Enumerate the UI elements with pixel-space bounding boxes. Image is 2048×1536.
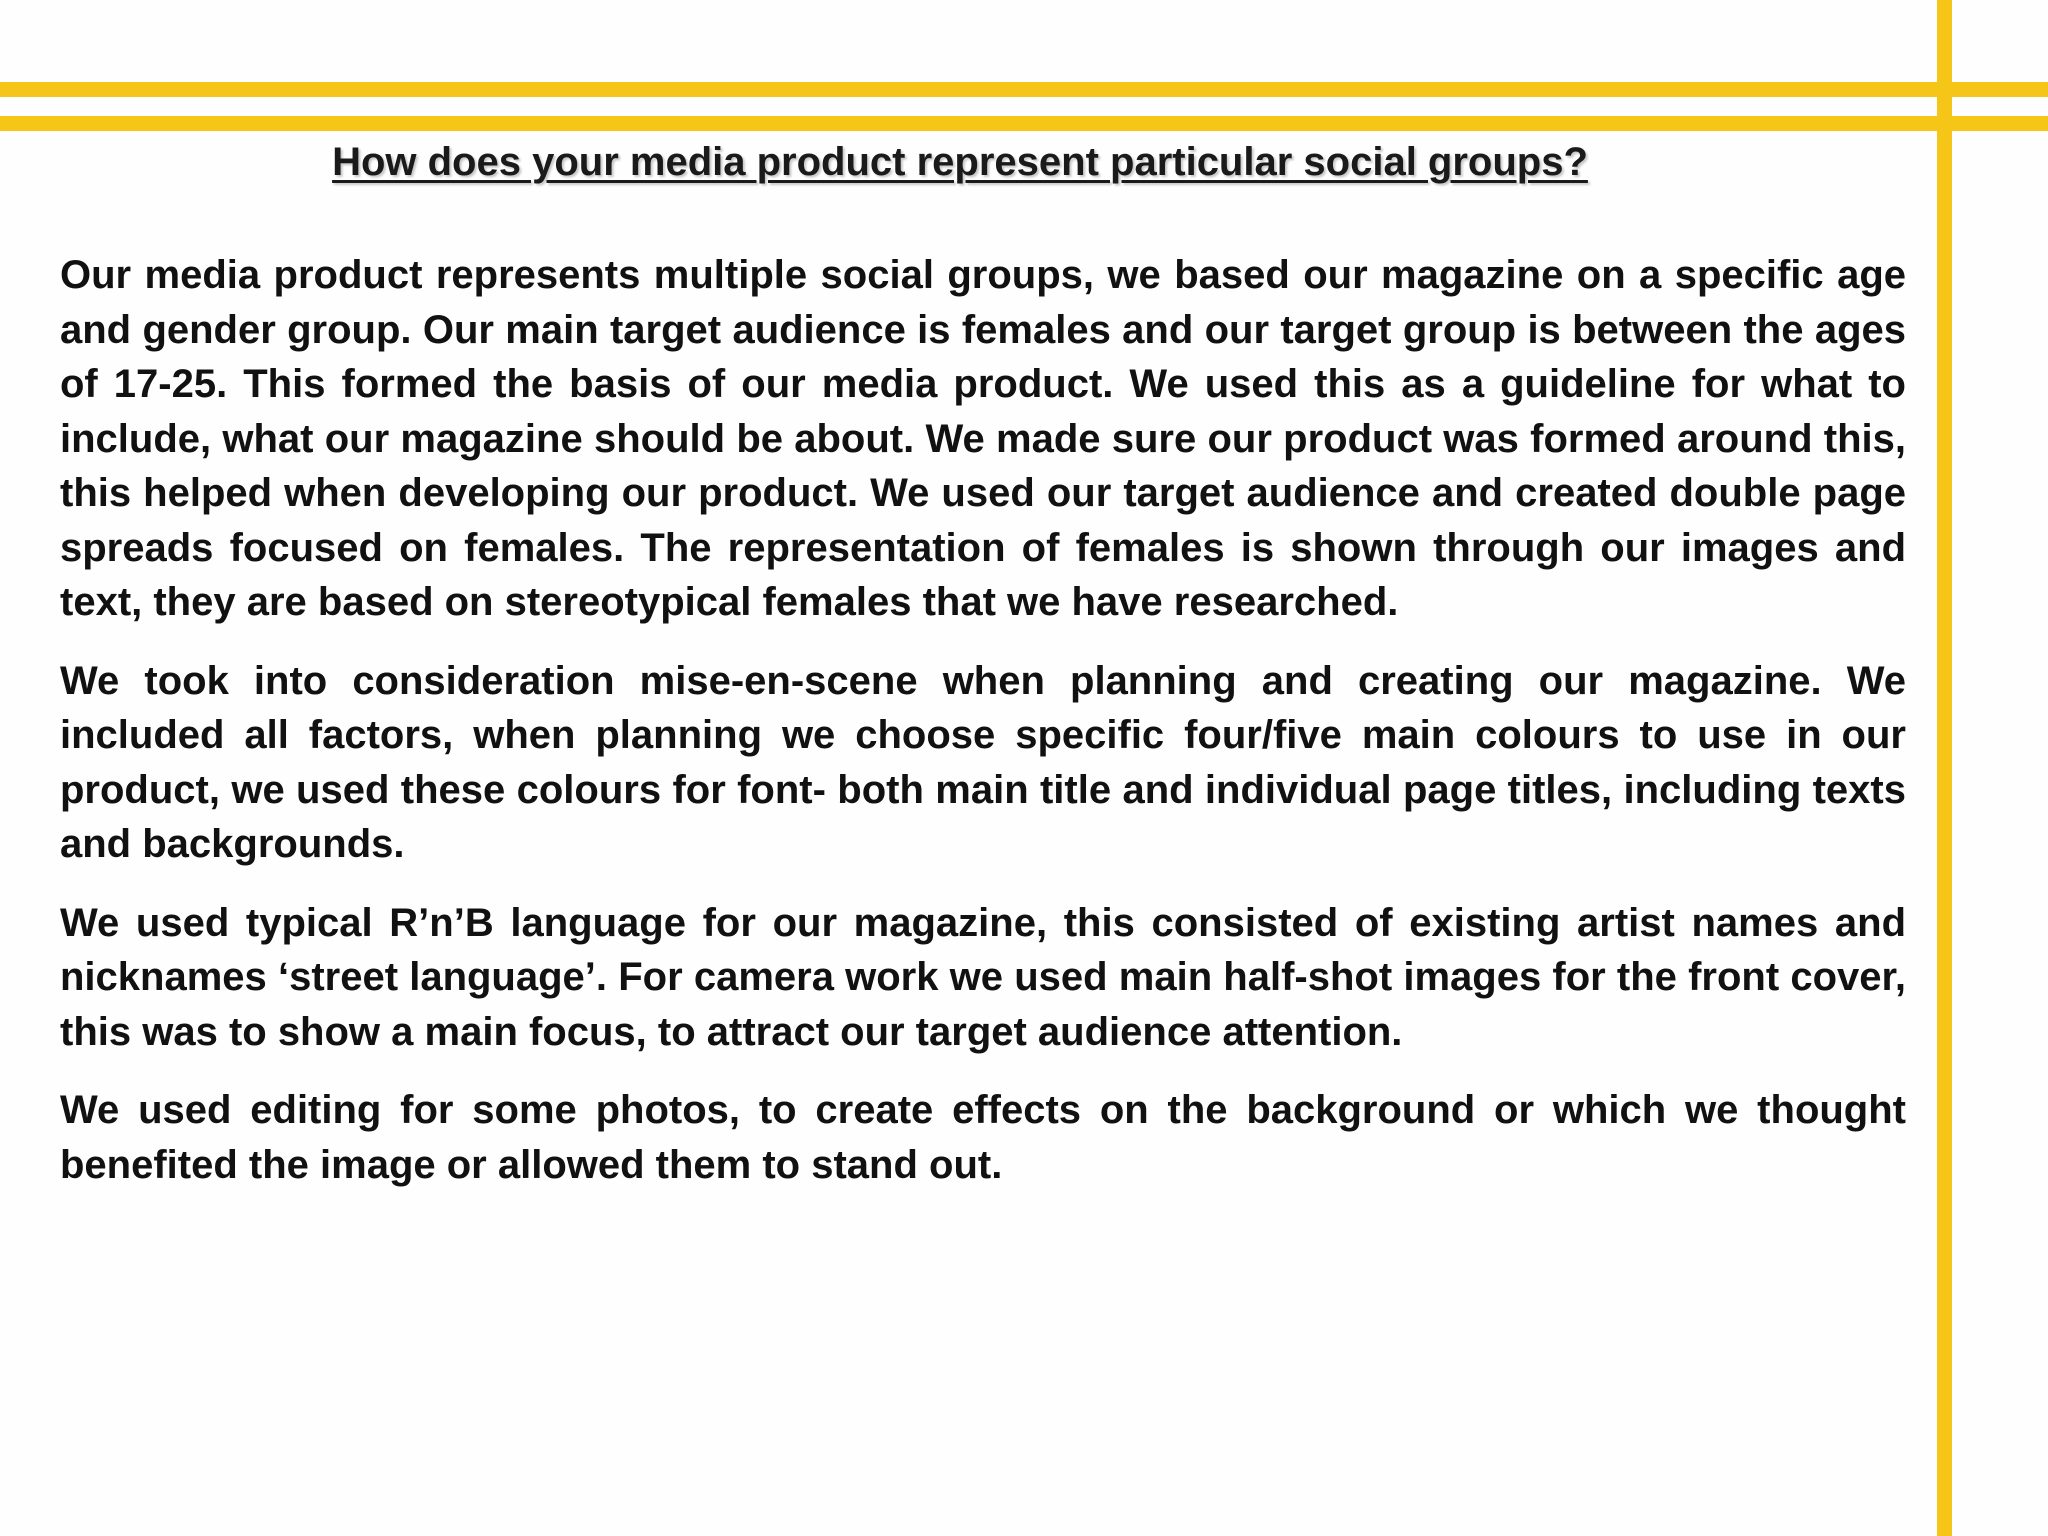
- top-accent-line: [0, 82, 2048, 97]
- page-title: How does your media product represent particular social groups?: [332, 140, 1588, 184]
- body-text: [60, 248, 1906, 1216]
- paragraph-2: We took into consideration mise-en-scene when planning and creating our magazine. We included all factors, when planning we choose specific four/five main colours to use in our product, we used these colours for font- both main title and individual page titles, including texts and backgrounds.: [60, 658, 1906, 866]
- right-accent-line: [1937, 0, 1952, 1536]
- paragraph-3: We used typical R’n’B language for our magazine, this consisted of existing artist names and nicknames ‘street language’. For camera work we used main half-shot images for the front cover, this was to show a main focus, to attract our target audience attention.: [60, 900, 1906, 1054]
- paragraph-1: Our media product represents multiple social groups, we based our magazine on a specific age and gender group. Our main target audience is females and our target group is between the ages of 17-25. This formed the basis of our media product. We used this as a guideline for what to include, what our magazine should be about. We made sure our product was formed around this, this helped when developing our product. We used our target audience and created double page spreads focused on females. The representation of females is shown through our images and text, they are based on stereotypical females that we have researched.: [60, 253, 1906, 624]
- second-accent-line: [0, 116, 2048, 131]
- paragraph-4: We used editing for some photos, to create effects on the background or which we thought benefited the image or allowed them to stand out.: [60, 1088, 1906, 1187]
